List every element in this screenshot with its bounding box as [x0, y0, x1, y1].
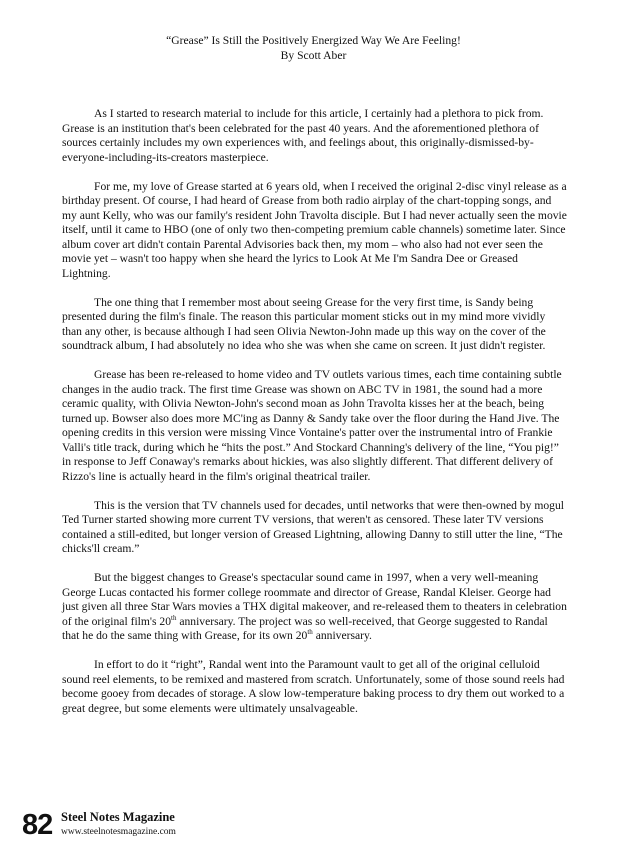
article-title: “Grease” Is Still the Positively Energized Way We Are Feeling! — [166, 34, 461, 47]
paragraph: Grease has been re-released to home video and TV outlets various times, each time containing subtle changes in the audio track. The first time Grease was shown on ABC TV in 1981, the sound had a more ceramic quality, with Olivia Newton-John's second moan as John Travolta kisses her at the beach, being turned up. Bowser also does more MC'ing as Danny & Sandy take over the floor during the Hand Jive. The opening credits in this version were missing Vince Vontaine's patter over the instrumental intro of Frankie Valli's title track, during which he “hits the post.” And Stockard Channing's delivery of the line, “You pig!” in response to Jeff Conaway's remarks about hickies, was also slightly different. That different delivery of Rizzo's line is actually heard in the film's original theatrical trailer. — [62, 368, 562, 483]
magazine-name: Steel Notes Magazine — [61, 810, 175, 824]
article-byline: By Scott Aber — [280, 49, 347, 62]
paragraph: The one thing that I remember most about seeing Grease for the very first time, is Sandy being presented during the film's finale. The reason this particular moment sticks out in my mind more vividly than any other, is because although I had seen Olivia Newton-John made up this way on the cover of the soundtrack album, I had absolutely no idea who she was when she came on screen. It just didn't register. — [62, 295, 546, 352]
paragraph: This is the version that TV channels used for decades, until networks that were then-owned by mogul Ted Turner started showing more current TV versions, that weren't as censored. These later TV versions contained a still-edited, but longer version of Greased Lightning, allowing Danny to still utter the line, “The chicks'll cream.” — [62, 498, 564, 555]
paragraph: As I started to research material to include for this article, I certainly had a plethora to pick from. Grease is an institution that's been celebrated for the past 40 years. And the aforementioned plethora of sources certainly includes my own experiences with, and feelings about, this originally-dismissed-by-everyone-including-its-creators masterpiece. — [62, 107, 544, 164]
article-body — [62, 107, 568, 731]
paragraph-text: anniversary. The project was so well-received, that George suggested to Randal that he do the same thing with Grease, for its own 20 — [62, 614, 548, 642]
ordinal-suffix: th — [307, 628, 313, 637]
article-header — [0, 33, 627, 63]
magazine-url: www.steelnotesmagazine.com — [61, 827, 176, 837]
paragraph — [62, 571, 568, 644]
paragraph-text: anniversary. — [312, 629, 372, 642]
paragraph: For me, my love of Grease started at 6 years old, when I received the original 2-disc vinyl release as a birthday present. Of course, I had heard of Grease from both radio airplay of the chart-topping songs, and my aunt Kelly, who was our family's resident John Travolta disciple. But I had never actually seen the movie itself, until it came to HBO (one of only two then-competing premium cable channels) sometime later. Since album cover art didn't contain Parental Advisories back then, my mom – who also had not ever seen the movie yet – wasn't too happy when she heard the lyrics to Look At Me I'm Sandra Dee or Greased Lightning. — [62, 179, 567, 280]
page-number: 82 — [22, 809, 53, 841]
paragraph-text: But the biggest changes to Grease's spectacular sound came in 1997, when a very well-meaning George Lucas contacted his former college roommate and director of Grease, Randal Kleiser. George had just given all three Star Wars movies a THX digital makeover, and re-released them to theaters in celebration of the original film's 20 — [62, 571, 567, 628]
paragraph: In effort to do it “right”, Randal went into the Paramount vault to get all of the original celluloid sound reel elements, to be remixed and mastered from scratch. Unfortunately, some of those sound reels had become gooey from decades of storage. A slow low-temperature baking process to dry them out worked to a great degree, but some elements were ultimately unsalvageable. — [62, 658, 565, 715]
ordinal-suffix: th — [171, 613, 177, 622]
